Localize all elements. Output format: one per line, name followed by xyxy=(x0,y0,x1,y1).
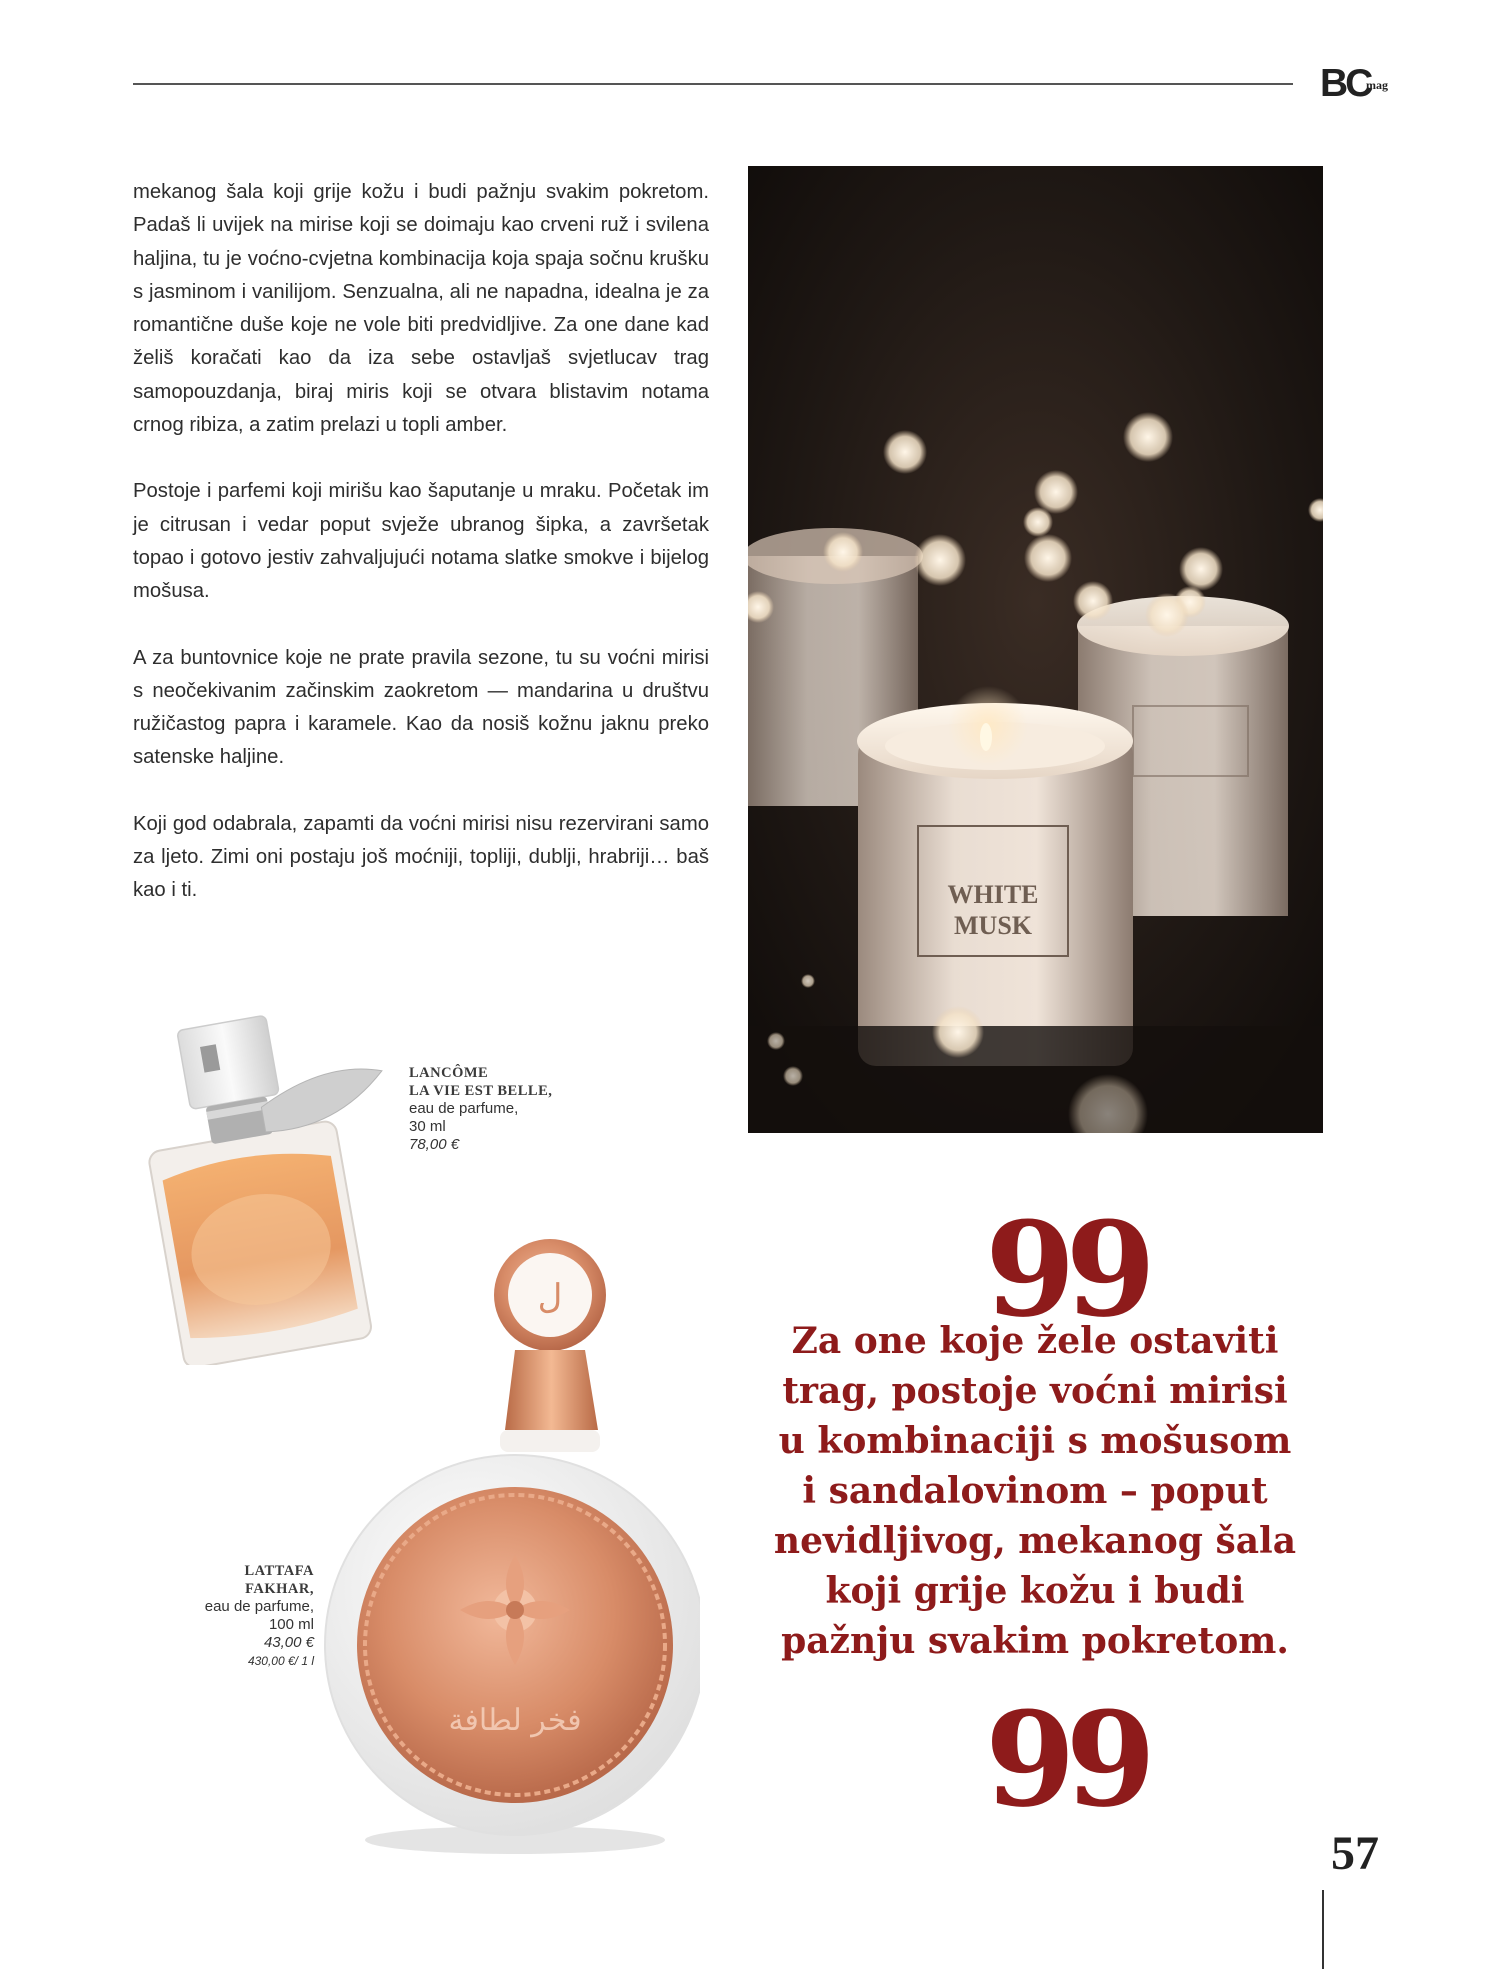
article-paragraph: Postoje i parfemi koji mirišu kao šaputanje u mraku. Početak im je citrusan i vedar poput svježe ubranog šipka, a završetak topao i gotovo jestiv zahvaljujući notama slatke smokve i bijelog mošusa. xyxy=(133,480,709,603)
logo-text: BC xyxy=(1320,62,1371,105)
pull-quote: Za one koje žele ostaviti trag, postoje voćni mirisi u kombinaciji s mošusom i sandalovinom – poput nevidljivog, mekanog šala koji grije kožu i budi pažnju svakim pokretom. xyxy=(773,1320,1297,1662)
article-paragraph: Koji god odabrala, zapamti da voćni mirisi nisu rezervirani samo za ljeto. Zimi oni postaju još moćniji, topliji, dublji, hrabriji… baš kao i ti. xyxy=(133,812,709,902)
product-price: 43,00 € xyxy=(263,1634,314,1651)
candles-photo-image xyxy=(748,166,1323,1133)
page-number-rule xyxy=(1322,1890,1324,1969)
lattafa-bottle-image xyxy=(320,1230,700,1860)
header-rule xyxy=(133,83,1293,85)
product-type: eau de parfume, xyxy=(409,1100,519,1117)
article-paragraph: A za buntovnice koje ne prate pravila sezone, tu su voćni mirisi s neočekivanim začinskim zaokretom — mandarina u društvu ružičastog papra i karamele. Kao da nosiš kožnu jaknu preko satenske haljine. xyxy=(133,646,709,769)
product-type: eau de parfume, xyxy=(204,1598,314,1615)
product-price: 78,00 € xyxy=(409,1136,460,1153)
quote-close-mark: 99 xyxy=(985,1683,1146,1836)
product-label-lattafa xyxy=(180,1562,314,1670)
product-name: FAKHAR, xyxy=(245,1581,314,1597)
product-size: 30 ml xyxy=(409,1118,446,1135)
article-paragraph: mekanog šala koji grije kožu i budi pažnju svakim pokretom. Padaš li uvijek na mirise koji se doimaju kao crveni ruž i svilena haljina, tu je voćno-cvjetna kombinacija koja spaja sočnu krušku s jasminom i vanilijom. Senzualna, ali ne napadna, idealna je za romantične duše koje ne vole biti predvidljive. Za one dane kad želiš koračati kao da iza sebe ostavljaš svjetlucav trag samopouzdanja, biraj miris koji se otvara blistavim notama crnog ribiza, a zatim prelazi u topli amber. xyxy=(133,181,709,437)
lattafa-bottle-illustration xyxy=(320,1230,700,1860)
product-name: LA VIE EST BELLE, xyxy=(409,1083,553,1099)
product-label-lancome xyxy=(409,1064,552,1154)
page-number: 57 xyxy=(1331,1827,1379,1880)
product-size: 100 ml xyxy=(268,1616,314,1633)
logo-suffix: mag xyxy=(1366,78,1388,92)
candle-label-line2: MUSK xyxy=(954,911,1032,940)
svg-text:فخر لطافة: فخر لطافة xyxy=(448,1703,582,1738)
product-unit-price: 430,00 €/ 1 l xyxy=(247,1654,314,1668)
product-brand: LANCÔME xyxy=(409,1065,489,1081)
candle-label-line1: WHITE xyxy=(947,880,1039,909)
article-body xyxy=(133,176,709,941)
product-brand: LATTAFA xyxy=(244,1563,314,1579)
quote-open-mark: 99 xyxy=(985,1193,1146,1346)
magazine-logo xyxy=(1320,64,1386,104)
candles-photo xyxy=(748,166,1323,1133)
svg-text:ل: ل xyxy=(537,1277,563,1317)
